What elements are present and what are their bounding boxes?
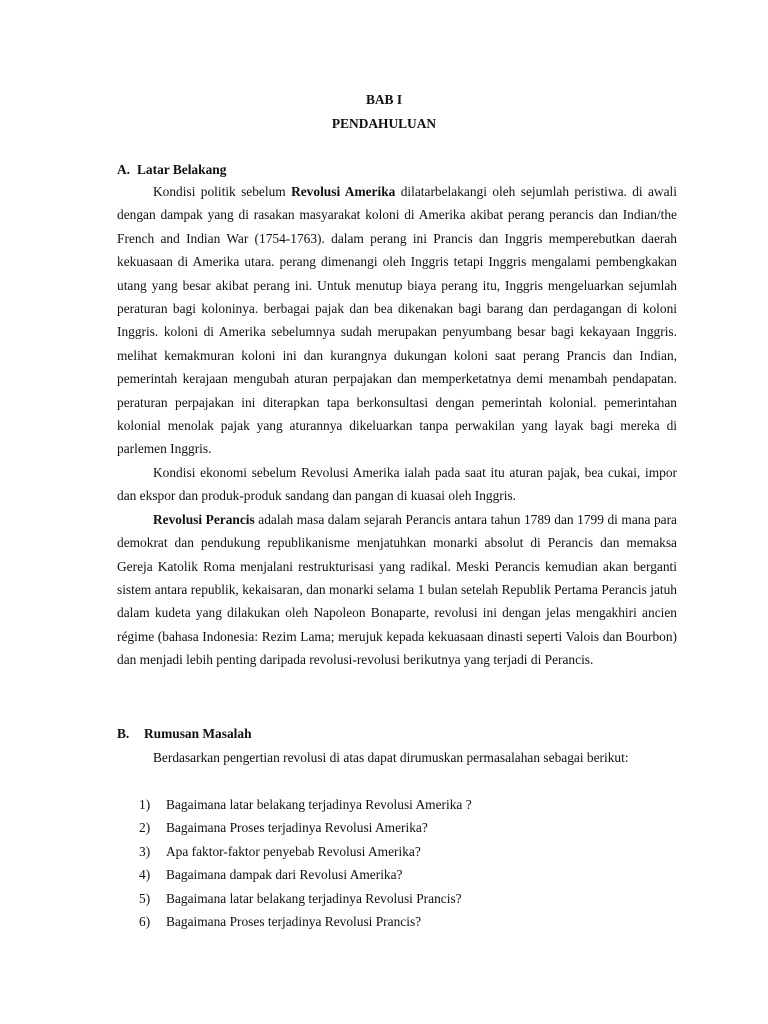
list-item (117, 840, 677, 863)
chapter-number: BAB I (365, 92, 403, 107)
paragraph-text: Kondisi politik sebelum (153, 184, 292, 199)
list-number: 1) (139, 797, 151, 812)
list-number: 5) (139, 890, 151, 906)
list-item (117, 887, 677, 910)
chapter-title: PENDAHULUAN (331, 116, 437, 131)
list-item (117, 816, 677, 839)
paragraph-french-revolution (117, 508, 677, 672)
section-a-heading (117, 162, 226, 178)
list-item (117, 863, 677, 886)
paragraph-political (117, 180, 677, 461)
list-text: Bagaimana dampak dari Revolusi Amerika? (166, 867, 403, 883)
section-b-title: Rumusan Masalah (144, 726, 252, 741)
list-number: 2) (139, 820, 151, 836)
section-b-body (117, 746, 677, 769)
section-a-title: Latar Belakang (137, 162, 227, 177)
list-text: Bagaimana Proses terjadinya Revolusi Prancis? (166, 914, 422, 930)
paragraph-intro: Berdasarkan pengertian revolusi di atas dapat dirumuskan permasalahan sebagai berikut: (153, 750, 629, 765)
list-text: Bagaimana Proses terjadinya Revolusi Amerika? (166, 820, 428, 836)
section-b-number: B. (117, 726, 130, 741)
list-number: 6) (139, 914, 151, 930)
list-item (117, 910, 677, 933)
section-b-heading (117, 726, 252, 742)
paragraph-text: adalah masa dalam sejarah Perancis antara tahun 1789 dan 1799 di mana para demokrat dan pendukung republikanisme menjatuhkan monarki absolut di Perancis dan memaksa Gereja Katolik Roma menjalani restrukturisasi yang radikal. Meski Perancis kemudian akan berganti sistem antara republik, kekaisaran, dan monarki selama 1 bulan setelah Republik Pertama Perancis jatuh dalam kudeta yang dilakukan oleh Napoleon Bonaparte, revolusi ini dengan jelas mengakhiri ancien régime (bahasa Indonesia: Rezim Lama; merujuk kepada kekuasaan dinasti seperti Valois dan Bourbon) dan menjadi lebih penting daripada revolusi-revolusi berikutnya yang terjadi di Perancis. (117, 511, 677, 668)
paragraph-text: dilatarbelakangi oleh sejumlah peristiwa. di awali dengan dampak yang di rasakan masyarakat koloni di Amerika akibat perang perancis dan Indian/the French and Indian War (1754-1763). dalam perang ini Prancis dan Inggris memperebutkan daerah kekuasaan di Amerika utara. perang dimenangi oleh Inggris tetapi Inggris mengalami pembengkakan utang yang besar akibat perang ini. Untuk menutup biaya perang itu, Inggris mengeluarkan sejumlah peraturan bagi koloninya. berbagai pajak dan bea dikenakan bagi barang dan perdagangan di koloni Inggris. koloni di Amerika sebelumnya sudah merupakan penyumbang besar bagi kekayaan Inggris. melihat kemakmuran koloni ini dan kurangnya dukungan koloni saat perang Prancis dan Indian, pemerintah kerajaan mengubah aturan perpajakan dan memperketatnya demi menambah pendapatan. peraturan perpajakan ini diterapkan tapa berkonsultasi dengan pemerintah kolonial. pemerintahan kolonial menolak pajak yang aturannya dikeluarkan tanpa perwakilan yang layak bagi mereka di parlemen Inggris. (117, 184, 677, 457)
list-number: 3) (139, 843, 151, 859)
paragraph-economic: Kondisi ekonomi sebelum Revolusi Amerika ialah pada saat itu aturan pajak, bea cukai, impor dan ekspor dan produk-produk sandang dan pangan di kuasai oleh Inggris. (117, 464, 677, 504)
list-text: Bagaimana latar belakang terjadinya Revolusi Prancis? (166, 890, 462, 906)
list-number: 4) (139, 867, 151, 883)
section-a-body (117, 180, 677, 672)
list-text: Apa faktor-faktor penyebab Revolusi Amerika? (166, 843, 421, 859)
section-a-number: A. (117, 162, 131, 177)
list-item (117, 793, 677, 816)
term-revolusi-perancis: Revolusi Perancis (153, 511, 255, 527)
term-revolusi-amerika: Revolusi Amerika (291, 184, 396, 199)
question-list (117, 793, 677, 933)
list-text: Bagaimana latar belakang terjadinya Revolusi Amerika ? (166, 797, 472, 812)
